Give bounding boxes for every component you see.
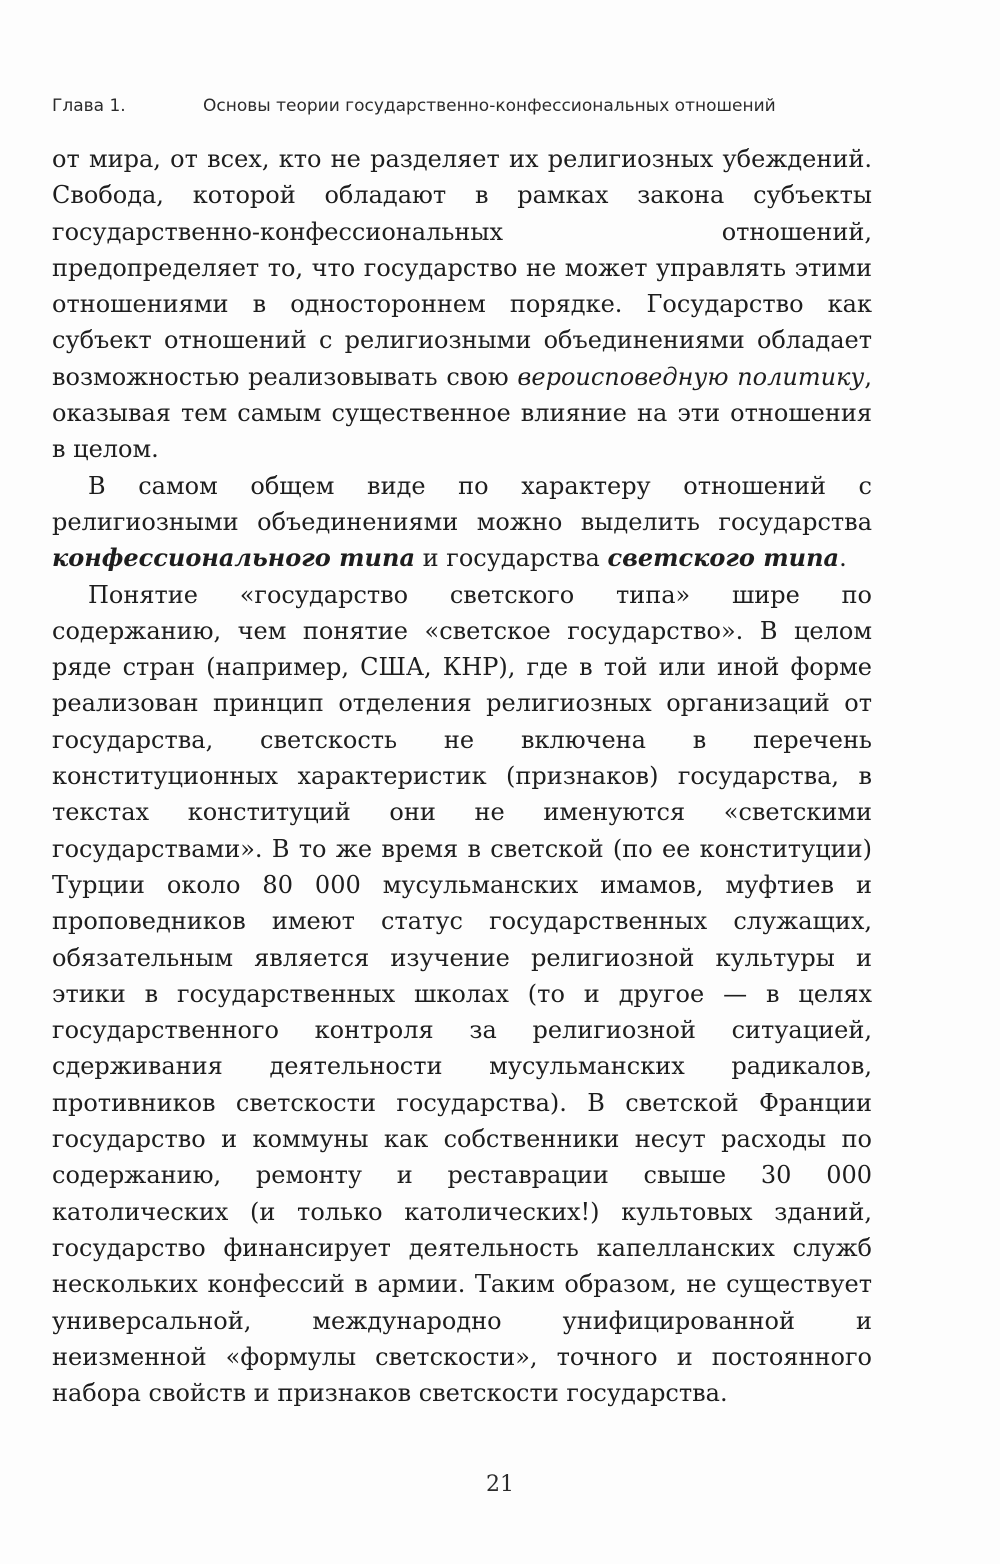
paragraph-2-text-a: В самом общем виде по характеру отношений с религиозными объединениями можно выделить государства xyxy=(52,471,872,536)
chapter-title: Основы теории государственно-конфессиональных отношений xyxy=(203,96,776,116)
body-text xyxy=(52,141,872,1411)
paragraph-1-text-b: , оказывая тем самым существенное влияние на эти отношения в целом. xyxy=(52,362,872,464)
paragraph-1-text-a: от мира, от всех, кто не разделяет их религиозных убеждений. Свобода, которой обладают в рамках закона субъекты государственно-конфессиональных отношений, предопределяет то, что государство не может управлять этими отношениями в одностороннем порядке. Государство как субъект отношений с религиозными объединениями обладает возможностью реализовывать свою xyxy=(52,145,872,391)
paragraph-2-bold-term-1: конфессионального типа xyxy=(52,543,415,573)
chapter-label: Глава 1. xyxy=(52,96,126,116)
paragraph-2 xyxy=(52,468,872,577)
paragraph-2-text-c: . xyxy=(839,544,847,573)
paragraph-3: Понятие «государство светского типа» шире по содержанию, чем понятие «светское государство». В целом ряде стран (например, США, КНР), где в той или иной форме реализован принцип отделения религиозных организаций от государства, светскость не включена в перечень конституционных характеристик (признаков) государства, в текстах конституций они не именуются «светскими государствами». В то же время в светской (по ее конституции) Турции около 80 000 мусульманских имамов, муфтиев и проповедников имеют статус государственных служащих, обязательным является изучение религиозной культуры и этики в государственных школах (то и другое — в целях государственного контроля за религиозной ситуацией, сдерживания деятельности мусульманских радикалов, противников светскости государства). В светской Франции государство и коммуны как собственники несут расходы по содержанию, ремонту и реставрации свыше 30 000 католических (и только католических!) культовых зданий, государство финансирует деятельность капелланских служб нескольких конфессий в армии. Таким образом, не существует универсальной, международно унифицированной и неизменной «формулы светскости», точного и постоянного набора свойств и признаков светскости государства. xyxy=(52,580,872,1408)
running-head xyxy=(52,96,872,124)
paragraph-1 xyxy=(52,141,872,468)
page-number: 21 xyxy=(486,1472,514,1497)
paragraph-1-italic-term: вероисповедную политику xyxy=(517,362,865,391)
paragraph-2-text-b: и государства xyxy=(415,544,608,573)
paragraph-2-bold-term-2: светского типа xyxy=(607,543,840,573)
